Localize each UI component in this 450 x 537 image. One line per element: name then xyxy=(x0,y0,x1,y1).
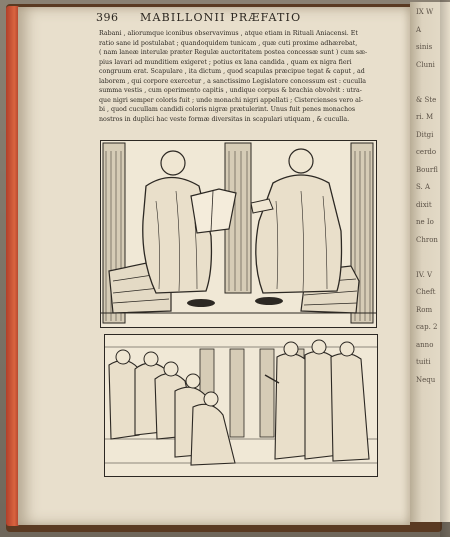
facing-page-line: cap. 2 xyxy=(416,323,438,331)
text-line: laborem , qui corpore exercetur , a sanctissimo Legislatore concessum est : cuculla xyxy=(99,77,366,85)
facing-page-line: IX W xyxy=(416,8,434,16)
facing-page-line: Cheft xyxy=(416,288,436,296)
text-line: Rabani , aliorumque iconibus observavimus , atque etiam in Rituali Aniacensi. Et xyxy=(99,30,358,37)
facing-page-line: anno xyxy=(416,340,434,349)
facing-page-line: sinis xyxy=(416,43,433,51)
body-text xyxy=(99,29,374,124)
page-number: 396 xyxy=(96,11,119,24)
text-line: ( nam laneæ interulæ præter Regulæ auctoritatem postea concessæ sunt ) cum sæ- xyxy=(99,49,368,57)
facing-page-line: Nequ xyxy=(416,375,436,384)
facing-page-line: ne Io xyxy=(416,218,434,226)
facing-page-line: A xyxy=(416,25,422,34)
facing-page-line: ri. M xyxy=(416,113,434,121)
facing-page-line: tuiti xyxy=(416,358,431,366)
text-line: congruum erat. Scapulare , ita dictum , quod scapulas præcipue tegat & caput , ad xyxy=(99,68,365,76)
facing-page-line: cerdo xyxy=(416,148,437,156)
facing-page-line: S. A xyxy=(416,183,431,191)
running-head: MABILLONII PRÆFATIO xyxy=(140,11,302,24)
text-line: que nigri semper coloris fuit ; unde monachi nigri appellati ; Cistercienses vero al- xyxy=(99,96,364,104)
facing-page-line: Chron xyxy=(416,235,438,244)
facing-page-line: IV. V xyxy=(416,270,433,279)
facing-page-line: dixit xyxy=(416,200,432,209)
facing-page-line: Bourfl xyxy=(416,165,438,174)
page-shadow xyxy=(440,0,450,537)
engraving-kneeling-monks xyxy=(104,334,378,477)
engraving-seated-monks xyxy=(100,140,377,328)
seated-monks-illustration xyxy=(101,141,376,327)
facing-page-line: & Ste xyxy=(416,95,437,104)
facing-page-line: Rom xyxy=(416,305,433,314)
page-header xyxy=(96,11,396,29)
text-line: pius lavari ad munditiem exigeret ; potius ex lana candida , quam ex nigra fieri xyxy=(99,58,352,66)
text-line: ratio sane id postulabat ; quandoquidem tunicam , quæ cuti proxime adhærebat, xyxy=(99,39,358,47)
facing-page-line: Ditgi xyxy=(416,130,434,139)
text-line: nostros in duplici hac veste formæ diversitas in scapulari utiquam , & cuculla. xyxy=(99,115,350,123)
text-line: bi , quod cucullam candidi coloris nigræ prætulerint. Unus fuit penes monachos xyxy=(99,106,356,114)
kneeling-monks-illustration xyxy=(105,335,377,476)
facing-page-line: Cluni xyxy=(416,60,435,69)
text-line: summa vestis , cum operimento capitis , undique corpus & brachia obvolvit : utra- xyxy=(99,87,362,95)
